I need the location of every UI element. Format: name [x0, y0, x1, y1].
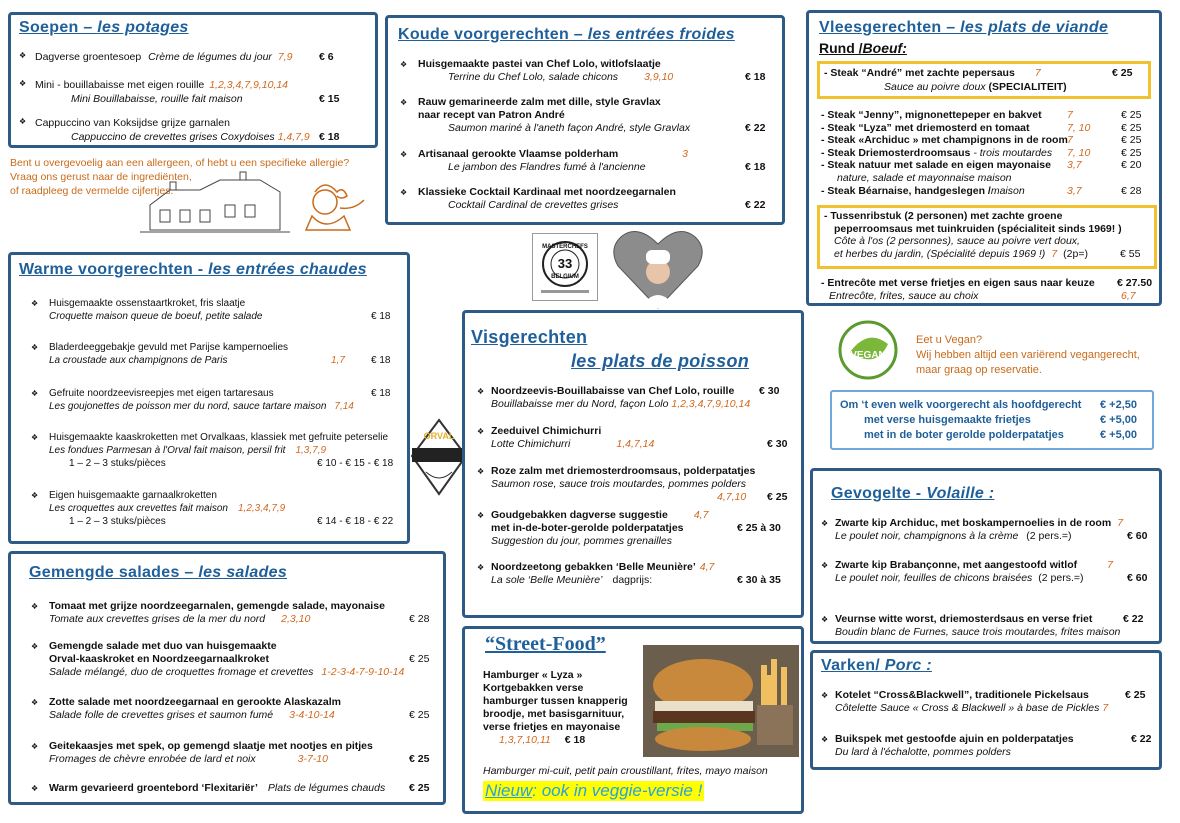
street-food-fr: Hamburger mi-cuit, petit pain croustillant, frites, mayo maison: [483, 765, 768, 777]
list-item: ❖ Dagverse groentesoep Crème de légumes du jour 7,9 € 6: [19, 51, 334, 63]
list-item: ❖ Noordzeetong gebakken ‘Belle Meunière’ 4,7 La sole ‘Belle Meunière’ dagprijs: € 30 à 35: [477, 561, 781, 586]
entrecote-item: - Entrecôte met verse frietjes en eigen saus naar keuze € 27.50 Entrecôte, frites, sauce au choix 6,7: [821, 277, 1153, 302]
koude-panel: [385, 15, 785, 225]
gevogelte-title: Gevogelte - Volaille :: [831, 485, 995, 502]
svg-text:VEGAN: VEGAN: [850, 350, 886, 361]
list-item: ❖ Gemengde salade met duo van huisgemaakte Orval-kaaskroket en Noordzeegarnaalkroket Salade mélangé, duo de croquettes fromage et crevettes 1-2-3-4-7-9-10-14 € 25: [31, 640, 430, 678]
list-item: ❖ Goudgebakken dagverse suggestie 4,7 met in-de-boter-gerolde polderpatatjes Suggestion du jour, pommes grenailles € 25 à 30: [477, 509, 781, 547]
list-item: ❖ Bladerdeeggebakje gevuld met Parijse kampernoelies La croustade aux champignons de Paris 1,7 € 18: [31, 342, 391, 366]
orval-logo-text: ORVAL: [423, 431, 455, 441]
warme-title: Warme voorgerechten - les entrées chaudes: [19, 261, 367, 278]
list-item: ❖ Zwarte kip Brabançonne, met aangestoofd witlof 7 Le poulet noir, feuilles de chicons braisées (2 pers.=) € 60: [821, 559, 1148, 584]
list-item: ❖ Zotte salade met noordzeegarnaal en gerookte Alaskazalm Salade folle de crevettes grises et saumon fumé 3-4-10-14 € 25: [31, 696, 430, 721]
list-item: ❖ Veurnse witte worst, driemosterdsaus en verse friet € 22 Boudin blanc de Furnes, sauce trois moutardes, frites maison: [821, 613, 1144, 638]
warme-panel: [8, 252, 410, 544]
soepen-title: Soepen – les potages: [19, 19, 189, 36]
list-item: ❖ Huisgemaakte ossenstaartkroket, fris slaatje Croquette maison queue de boeuf, petite salade € 18: [31, 298, 391, 322]
list-item: ❖ Geitekaasjes met spek, op gemengd slaatje met nootjes en pitjes Fromages de chèvre enrobée de lard et noix 3-7-10 € 25: [31, 740, 430, 765]
list-item: ❖ Rauw gemarineerde zalm met dille, style Gravlax naar recept van Patron André Saumon mariné à l'aneth façon André, style Gravlax € 22: [400, 96, 766, 134]
vis-title: Visgerechten: [471, 327, 588, 347]
restaurant-sketch-illustration: [140, 170, 380, 242]
chef-photo-heart: [612, 228, 704, 310]
gevogelte-panel: [810, 468, 1162, 644]
list-item: ❖ Eigen huisgemaakte garnaalkroketten Les croquettes aux crevettes fait maison 1,2,3,4,7,9 1 – 2 – 3 stuks/pièces € 14 - € 18 - € 22: [31, 490, 394, 527]
list-item: ❖ Klassieke Cocktail Kardinaal met noordzeegarnalen Cocktail Cardinal de crevettes grises € 22: [400, 186, 766, 211]
list-item: ❖ Gefruite noordzeevisreepjes met eigen tartaresaus Les goujonettes de poisson mer du nord, sauce tartare maison 7,14 € 18: [31, 388, 391, 412]
orval-logo: [408, 418, 470, 496]
varken-title: Varken/ Porc :: [821, 657, 932, 674]
koude-title: Koude voorgerechten – les entrées froides: [398, 26, 735, 43]
vis-subtitle: les plats de poisson: [571, 351, 750, 371]
list-item: ❖ Cappuccino van Koksijdse grijze garnalen Cappuccino de crevettes grises Coxydoises 1,4,7,9 € 18: [19, 117, 340, 143]
list-item: ❖ Roze zalm met driemosterdroomsaus, polderpatatjes Saumon rose, sauce trois moutardes, pommes polders 4,7,10 € 25: [477, 465, 788, 503]
rund-subtitle: Rund /Boeuf:: [819, 40, 907, 56]
vis-panel: [462, 310, 804, 618]
list-item: ❖ Kotelet “Cross&Blackwell”, traditionele Pickelsaus € 25 Côtelette Sauce « Cross & Blackwell » à base de Pickles 7: [821, 689, 1146, 714]
list-item: ❖ Buikspek met gestoofde ajuin en polderpatatjes € 22 Du lard à l'échalotte, pommes polders: [821, 733, 1152, 758]
list-item: ❖ Warm gevarieerd groentebord ‘Flexitariër’ Plats de légumes chauds € 25: [31, 782, 430, 794]
list-item: ❖ Mini - bouillabaisse met eigen rouille 1,2,3,4,7,9,10,14 Mini Bouillabaisse, rouille fait maison € 15: [19, 79, 340, 105]
list-item: ❖ Huisgemaakte kaaskroketten met Orvalkaas, klassiek met gefruite peterselie Les fondues Parmesan à l'Orval fait maison, persil frit 1,3,7,9 1 – 2 – 3 stuks/pièces € 10 - € 15 - € 18: [31, 432, 394, 469]
list-item: ❖ Huisgemaakte pastei van Chef Lolo, witlofslaatje Terrine du Chef Lolo, salade chicons 3,9,10 € 18: [400, 58, 766, 83]
salades-title: Gemengde salades – les salades: [29, 564, 288, 581]
list-item: ❖ Zwarte kip Archiduc, met boskampernoelies in de room 7 Le poulet noir, champignons à la crème (2 pers.=) € 60: [821, 517, 1148, 542]
street-food-item: Hamburger « Lyza » Kortgebakken verse hamburger tussen knapperig broodje, met basisgarnituur, verse frietjes en mayonaise 1,3,7,10,11 € 18: [483, 669, 628, 746]
list-item: ❖ Noordzeevis-Bouillabaisse van Chef Lolo, rouille € 30 Bouillabaisse mer du Nord, façon Lolo 1,2,3,4,7,9,10,14: [477, 385, 780, 410]
salades-panel: [8, 551, 446, 805]
masterchefs-badge: MASTERCHEFS 33 BELGIUM: [532, 233, 598, 301]
extras-box: Om ‘t even welk voorgerecht als hoofdgerecht € +2,50 met verse huisgemaakte frietjes € +5,00 met in de boter gerolde polderpatatjes € +5,00: [830, 390, 1154, 450]
allergy-note: Bent u overgevoelig aan een allergeen, of hebt u een specifieke allergie? Vraag ons gerust naar de ingrediënten, of raadpleeg de vermelde cijfertjes.: [10, 157, 350, 197]
street-food-panel: [462, 626, 804, 814]
vegan-note: Eet u Vegan? Wij hebben altijd een variërend vegangerecht, maar graag op reservatie.: [916, 334, 1140, 376]
list-item: ❖ Zeeduivel Chimichurri Lotte Chimichurri 1,4,7,14 € 30: [477, 425, 788, 450]
tussenribstuk-highlight: - Tussenribstuk (2 personen) met zachte groene peperroomsaus met tuinkruiden (spécialiteit sinds 1969! ) Côte à l'os (2 personnes), sauce au poivre vert doux, et herbes du jardin, (Spécialité depuis 1969 !) 7 (2p=) € 55: [817, 205, 1157, 269]
veggie-banner: Nieuw: ook in veggie-versie !: [485, 781, 703, 800]
steak-andre-highlight: - Steak “André” met zachte pepersaus 7 € 25 Sauce au poivre doux (SPECIALITEIT): [817, 61, 1151, 99]
street-food-title: “Street-Food”: [485, 633, 606, 655]
vlees-panel: Vleesgerechten – les plats de viande Rund /Boeuf: - Steak “André” met zachte pepersaus 7 € 25 Sauce au poivre doux (SPECIALITEIT) - Steak “Jenny”, mignonettepeper en bakvet 7 € 25 - Steak “Lyza” met driemosterd en tomaat 7, 10 € 25 - Steak «Archiduc » met champignons in de room 7 € 25 - Steak Driemosterdroomsaus - trois moutardes 7, 10 € 25 - Steak natuur met salade en eigen mayonaise 3,7 € 20 nature, salade et mayonnaise maison - Steak Béarnaise, handgeslegen /maison 3,7 € 28 - Tussenribstuk (2 personen) met zachte groene peperroomsaus met tuinkruiden (spécialiteit sinds 1969! ) Côte à l'os (2 personnes), sauce au poivre vert doux, et herbes du jardin, (Spécialité depuis 1969 !) 7 (2p=) € 55 - Entrecôte met verse frietjes en eigen saus naar keuze € 27.50 Entrecôte, frites, sauce au choix 6,7: [806, 10, 1162, 306]
varken-panel: [810, 650, 1162, 770]
soepen-panel: [8, 12, 378, 148]
list-item: ❖ Artisanaal gerookte Vlaamse polderham 3 Le jambon des Flandres fumé à l'ancienne € 18: [400, 148, 766, 173]
vegan-leaf-badge: [836, 318, 900, 382]
vlees-title: Vleesgerechten – les plats de viande: [819, 19, 1109, 36]
burger-photo: [643, 645, 799, 757]
list-item: ❖ Tomaat met grijze noordzeegarnalen, gemengde salade, mayonaise Tomate aux crevettes grises de la mer du nord 2,3,10 € 28: [31, 600, 430, 625]
